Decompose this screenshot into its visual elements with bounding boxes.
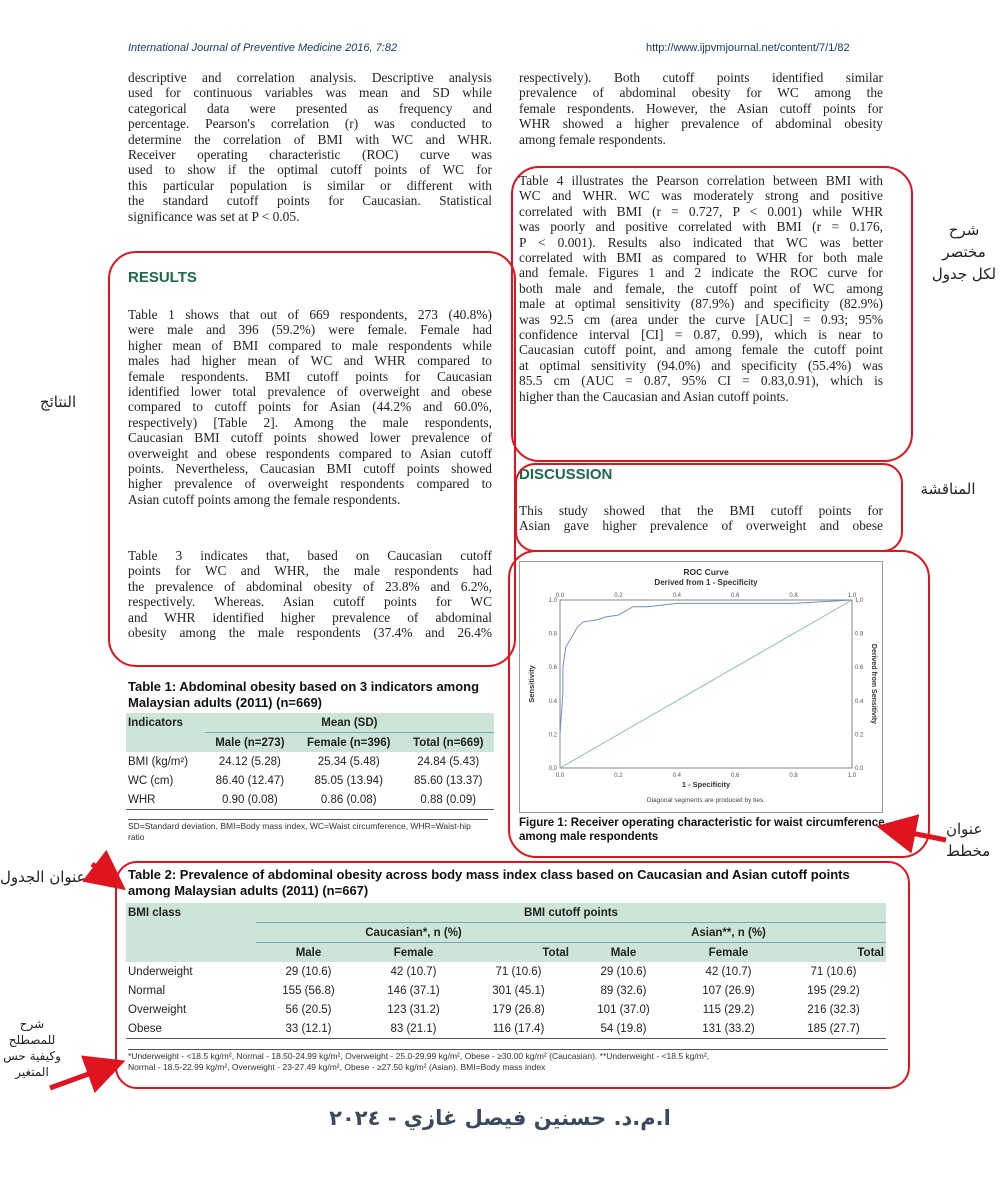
table2-cell: Overweight: [128, 1003, 187, 1016]
terms-label: شرح للمصطلح وكيفية حس المتغير: [3, 1017, 61, 1079]
correlation-line: higher than the Caucasian and Asian cutoff points.: [519, 388, 789, 404]
x-tick-label: 0.4: [672, 773, 681, 779]
y2-tick-label: 0.8: [855, 631, 864, 638]
x-tick-label: 0.6: [731, 773, 740, 779]
table2-cell: 179 (26.8): [492, 1003, 545, 1016]
x-tick-label: 0.0: [555, 773, 565, 779]
table2-cell: 115 (29.2): [702, 1003, 755, 1016]
chart-title: ROC Curve: [683, 567, 729, 577]
table2-header-asian: Asian**, n (%): [571, 923, 886, 943]
correlation-line: correlated with BMI as compared to WHR for both male: [519, 250, 883, 266]
table2-cell: 71 (10.6): [810, 965, 857, 978]
table2-cell: 123 (31.2): [387, 1003, 440, 1016]
table2-header-female-c: Female: [393, 946, 434, 959]
table1-header-female: Female (n=396): [307, 736, 391, 749]
table2-header-cutoff: BMI cutoff points: [524, 906, 618, 919]
table2-cell: 185 (27.7): [781, 1019, 886, 1039]
table1-cell: 24.12 (5.28): [218, 755, 281, 768]
methods-line: used to show if the optimal cutoff points of WC for: [128, 162, 492, 178]
table1-footnote: SD=Standard deviation, BMI=Body mass index, WC=Waist circumference, WHR=Waist-hip ratio: [128, 819, 488, 843]
table1-header-mean: Mean (SD): [205, 713, 494, 733]
table2-cell: 42 (10.7): [705, 965, 752, 978]
table2-cell: 107 (26.9): [702, 984, 755, 997]
results-p1-line: Table 1 shows that out of 669 respondents, 273 (40.8%): [128, 307, 492, 322]
table-title-label: عنوان الجدول: [0, 868, 86, 886]
table1-cell: 0.90 (0.08): [205, 790, 295, 810]
results-continued-line: prevalence of abdominal obesity for WC among the: [519, 85, 883, 101]
table2-cell: 195 (29.2): [807, 984, 860, 997]
table2-caption: Table 2: Prevalence of abdominal obesity across body mass index class based on Caucasian and Asian cutoff points among Malaysian adults (2011) (n=667): [128, 867, 850, 898]
correlation-line: WC and WHR. WC was moderately strong and positive: [519, 188, 883, 204]
methods-line: percentage. Pearson's correlation (r) was conducted to: [128, 116, 492, 132]
table2-header-total-c: Total: [542, 946, 569, 959]
table2-cell: Underweight: [128, 965, 193, 978]
table2-cell: 29 (10.6): [600, 965, 647, 978]
table2-header-male-c: Male: [295, 946, 322, 959]
table2-header-male-a: Male: [610, 946, 637, 959]
table1-cell: BMI (kg/m²): [128, 755, 189, 768]
x-top-tick-label: 0.8: [789, 593, 798, 599]
author-signature: ا.م.د. حسنين فيصل غازي - ٢٠٢٤: [329, 1106, 671, 1130]
results-p2-line: and WHR identified higher prevalence of abdominal: [128, 609, 492, 625]
y2-tick-label: 0.2: [855, 732, 864, 739]
results-continued-line: female respondents. However, the Asian cutoff points for: [519, 100, 883, 116]
table2-header-total-a: Total: [857, 946, 884, 959]
discussion-heading: DISCUSSION: [519, 466, 613, 483]
table1-cell: WHR: [126, 790, 205, 810]
results-continued-line: respectively). Both cutoff points identified similar: [519, 70, 883, 85]
y-tick-label: 0.2: [548, 732, 557, 739]
methods-line: descriptive and correlation analysis. Descriptive analysis: [128, 70, 492, 85]
results-p1-line: respectively) [Table 2]. Among the male respondents,: [128, 414, 492, 430]
results-continued-line: WHR showed a higher prevalence of abdominal obesity: [519, 116, 883, 132]
results-p2-line: respectively. Whereas. Asian cutoff points for WC: [128, 594, 492, 610]
y-tick-label: 0.4: [548, 698, 557, 705]
table2-cell: 146 (37.1): [387, 984, 440, 997]
y2-tick-label: 0.0: [855, 766, 864, 772]
results-p2-line: Table 3 indicates that, based on Caucasian cutoff: [128, 548, 492, 563]
correlation-line: Table 4 illustrates the Pearson correlation between BMI with: [519, 173, 883, 188]
results-label: النتائج: [39, 393, 77, 411]
table1-cell: 25.34 (5.48): [317, 755, 380, 768]
results-p1-line: overweight and obese respondents compared to Asian cutoff: [128, 445, 492, 461]
results-p1-line: Asian cutoff points among the female respondents.: [128, 491, 401, 507]
results-p1-line: points. Nevertheless, Caucasian BMI cutoff points showed: [128, 461, 492, 477]
table2-cell: 42 (10.7): [390, 965, 437, 978]
table1-header-indicators: Indicators: [128, 716, 183, 729]
table2-cell: 54 (19.8): [571, 1019, 676, 1039]
discussion-line: This study showed that the BMI cutoff points for: [519, 503, 883, 518]
correlation-line: was poorly and positive correlated with BMI (r = 0.176,: [519, 219, 883, 235]
table2-cell: 301 (45.1): [492, 984, 545, 997]
discussion-label: المناقشة: [920, 480, 976, 498]
table2-footnote-line1: *Underweight - <18.5 kg/m², Normal - 18.50-24.99 kg/m², Overweight - 25.0-29.99 kg/m², Obese - ≥30.00 kg/m² (Caucasian). **Underweight - <18.5 kg/m²,: [128, 1051, 710, 1061]
table1-cell: 86.40 (12.47): [215, 774, 285, 787]
results-p1-line: Caucasian BMI cutoff points showed lower prevalence of: [128, 430, 492, 446]
table1-cell: 85.60 (13.37): [414, 774, 483, 787]
table2-cell: 155 (56.8): [282, 984, 335, 997]
table1-header-male: Male (n=273): [215, 736, 285, 749]
correlation-line: was 92.5 cm (area under the curve [AUC] = 0.93; 95%: [519, 311, 883, 327]
y-tick-label: 1.0: [548, 598, 557, 604]
table2-footnote-line2: Normal - 18.5-22.99 kg/m², Overweight - 23-27.49 kg/m², Obese - ≥27.50 kg/m² (Asian). BMI=Body mass index: [128, 1062, 546, 1072]
methods-line: used for continuous variables was mean and SD while: [128, 85, 492, 101]
methods-line: the standard cutoff points for Caucasian. Statistical: [128, 193, 492, 209]
x-tick-label: 0.2: [614, 773, 623, 779]
y-tick-label: 0.8: [548, 631, 557, 638]
y-axis-label: Sensitivity: [527, 665, 536, 703]
table-title-arrow: [92, 864, 118, 884]
table1-cell: 85.05 (13.94): [314, 774, 383, 787]
results-p2-line: points for WC and WHR, the male respondents had: [128, 563, 492, 579]
y2-tick-label: 1.0: [855, 598, 864, 604]
x-axis-label: 1 - Specificity: [681, 780, 731, 789]
table2-cell: 71 (10.6): [495, 965, 542, 978]
table2-cell: 131 (33.2): [676, 1019, 781, 1039]
y2-tick-label: 0.4: [855, 698, 864, 705]
results-continued-line: among female respondents.: [519, 131, 666, 147]
x-tick-label: 0.8: [789, 773, 798, 779]
y-tick-label: 0.6: [548, 665, 557, 672]
correlation-line: confidence interval [CI] = 0.87, 0.99), which is near to: [519, 327, 883, 343]
methods-line: Receiver operating characteristic (ROC) curve was: [128, 147, 492, 163]
table2-cell: 56 (20.5): [285, 1003, 332, 1016]
correlation-line: and female. Figures 1 and 2 indicate the ROC curve for: [519, 265, 883, 281]
methods-line: this particular population is similar or different with: [128, 177, 492, 193]
chart-title-arrow: [886, 828, 946, 840]
results-p1-line: higher prevalence of overweight respondents compared to: [128, 476, 492, 492]
table2-header-class: BMI class: [128, 906, 182, 919]
correlation-line: Caucasian cutoff point, and among female the cutoff point: [519, 342, 883, 358]
table1-cell: 0.86 (0.08): [295, 790, 403, 810]
table1-caption: Table 1: Abdominal obesity based on 3 indicators among Malaysian adults (2011) (n=669): [128, 679, 480, 710]
results-p1-line: were male and 396 (59.2%) were female. Female had: [128, 322, 492, 338]
correlation-line: at optimal sensitivity (94.0%) and specificity (55.4%) was: [519, 357, 883, 373]
correlation-line: 85.5 cm (AUC = 0.87, 95% CI = 0.83,0.91), which is: [519, 373, 883, 389]
methods-line: categorical data were presented as frequency and: [128, 100, 492, 116]
x-top-tick-label: 0.4: [672, 593, 681, 599]
chart-note: Diagonal segments are produced by ties.: [646, 797, 766, 804]
table1-cell: 24.84 (5.43): [417, 755, 480, 768]
results-p1-line: female respondents. BMI cutoff points for Caucasian: [128, 368, 492, 384]
journal-url[interactable]: http://www.ijpvmjournal.net/content/7/1/82: [646, 42, 850, 54]
methods-line: determine the correlation of BMI with WC and WHR.: [128, 131, 492, 147]
discussion-line: Asian gave higher prevalence of overweight and obese: [519, 518, 883, 534]
table2-cell: 89 (32.6): [600, 984, 647, 997]
methods-line: significance was set at P < 0.05.: [128, 208, 300, 224]
results-p1-line: higher mean of BMI compared to male respondents while: [128, 337, 492, 353]
x-top-tick-label: 0.2: [614, 593, 623, 599]
table2-cell: 216 (32.3): [807, 1003, 860, 1016]
terms-arrow: [50, 1064, 116, 1088]
correlation-line: correlated with BMI (r = 0.727, P < 0.001) while WHR: [519, 203, 883, 219]
correlation-line: both male and female, the cutoff point of WC among: [519, 280, 883, 296]
table2-header-female-a: Female: [708, 946, 749, 959]
results-p1-line: identified lower total prevalence of overweight and obese: [128, 384, 492, 400]
y2-tick-label: 0.6: [855, 665, 864, 672]
table1-cell: WC (cm): [128, 774, 174, 787]
results-p1-line: compared to cutoff points for Asian (44.2% and 60.0%,: [128, 399, 492, 415]
table2-cell: Obese: [126, 1019, 256, 1039]
table2-header-caucasian: Caucasian*, n (%): [256, 923, 571, 943]
y2-axis-label: Derived from Sensitivity: [870, 643, 877, 725]
x-top-tick-label: 0.6: [731, 593, 740, 599]
figure-caption: Figure 1: Receiver operating characteristic for waist circumference among male respondents: [519, 817, 885, 843]
journal-header: International Journal of Preventive Medicine 2016, 7:82: [128, 42, 398, 54]
table2-cell: 29 (10.6): [285, 965, 332, 978]
table2-cell: 116 (17.4): [466, 1019, 571, 1039]
y-tick-label: 0.0: [548, 766, 557, 772]
correlation-line: P < 0.001). Results also indicated that WC was better: [519, 234, 883, 250]
x-top-tick-label: 1.0: [847, 593, 857, 599]
results-p2-line: the prevalence of abdominal obesity of 23.8% and 6.2%,: [128, 578, 492, 594]
table-summary-label: شرح مختصر لكل جدول: [931, 221, 997, 283]
chart-title-label: عنوان مخطط: [946, 820, 991, 860]
results-heading: RESULTS: [128, 269, 197, 286]
table1-cell: 0.88 (0.09): [402, 790, 494, 810]
x-tick-label: 1.0: [847, 773, 857, 779]
table2-cell: 83 (21.1): [361, 1019, 466, 1039]
correlation-line: male at optimal sensitivity (87.9%) and specificity (82.9%): [519, 296, 883, 312]
results-p2-line: obesity among the male respondents (37.4% and 26.4%: [128, 625, 492, 641]
x-top-tick-label: 0.0: [555, 593, 565, 599]
table2-cell: 101 (37.0): [597, 1003, 650, 1016]
table1-header-total: Total (n=669): [413, 736, 484, 749]
table2-cell: 33 (12.1): [256, 1019, 361, 1039]
table2-cell: Normal: [128, 984, 166, 997]
chart-subtitle: Derived from 1 - Specificity: [654, 578, 758, 587]
results-p1-line: males had higher mean of WC and WHR compared to: [128, 353, 492, 369]
